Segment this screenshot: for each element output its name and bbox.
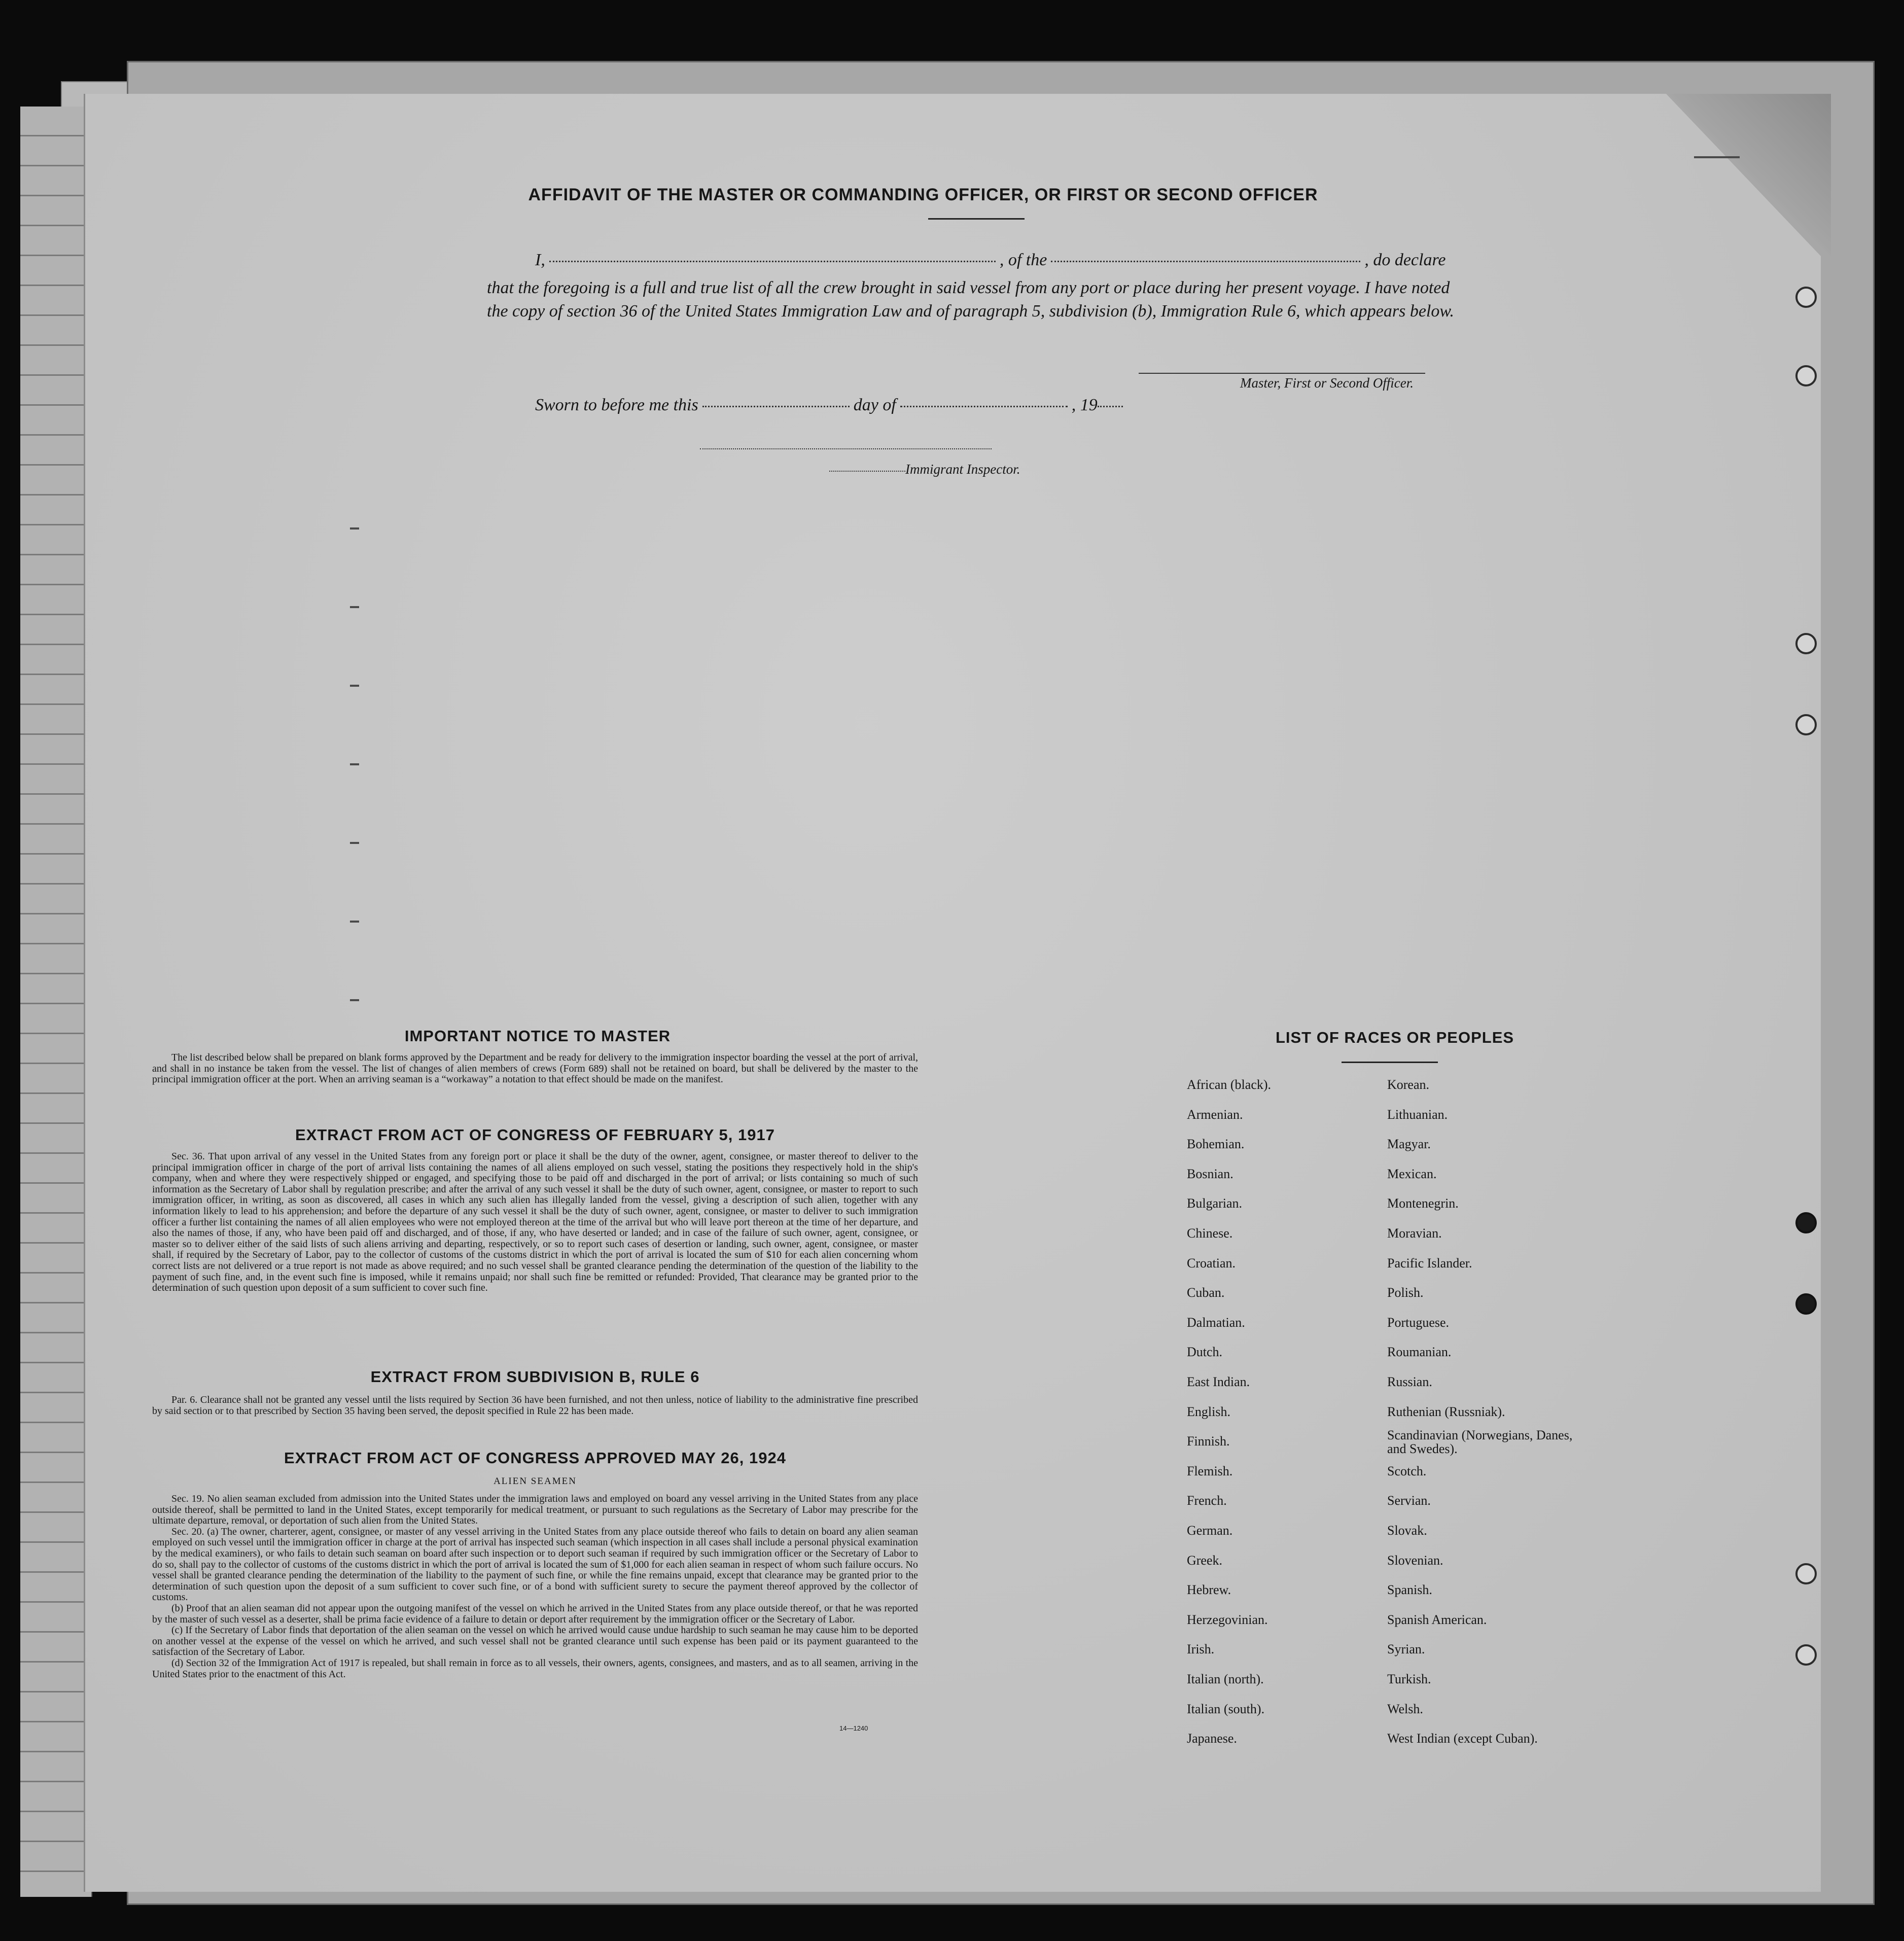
- race-item: Finnish.: [1187, 1434, 1230, 1449]
- bleed-mark: [350, 842, 359, 844]
- binder-hole-icon: [1795, 1644, 1817, 1666]
- race-item: Portuguese.: [1387, 1315, 1450, 1330]
- race-item: Cuban.: [1187, 1285, 1225, 1300]
- sworn-year-field[interactable]: [1098, 406, 1123, 407]
- race-item: Bohemian.: [1187, 1137, 1245, 1152]
- race-item: Slovenian.: [1387, 1552, 1443, 1568]
- race-item: French.: [1187, 1493, 1227, 1508]
- race-item: Bulgarian.: [1187, 1196, 1243, 1211]
- extract-1924-paragraph: (c) If the Secretary of Labor finds that deportation of the alien seaman on the vessel on which he arrived would cause undue hardship to such seaman he may cause him to be deported on another vessel at the expense of the vessel on which he arrived, and such vessel shall not be granted clearance until such expense has been paid or its payment guaranteed to the satisfaction of the Secretary of Labor.: [152, 1625, 918, 1658]
- extract-1924-paragraph: (b) Proof that an alien seaman did not appear upon the outgoing manifest of the vessel on which he arrived in the United States from any place outside thereof, or that he was reported by the master of such vessel as a deserter, shall be prima facie evidence of a failure to detain or deport after requirement by the immigration officer or the Secretary of Labor.: [152, 1602, 918, 1625]
- race-item: Bosnian.: [1187, 1166, 1233, 1181]
- race-item: Dutch.: [1187, 1345, 1223, 1360]
- notice-title: IMPORTANT NOTICE TO MASTER: [404, 1027, 671, 1045]
- extract-rule6-paragraph: Par. 6. Clearance shall not be granted any vessel until the lists required by Section 36 have been furnished, and not then unless, notice of liability to the administrative fine prescribed by said section or to that prescribed by Section 35 having been served, the deposit specified in Rule 22 has been made.: [152, 1395, 918, 1417]
- affidavit-do-declare: , do declare: [1364, 251, 1446, 269]
- race-item: Spanish.: [1387, 1582, 1432, 1598]
- race-item: Montenegrin.: [1387, 1196, 1459, 1211]
- sworn-text: Sworn to before me this: [535, 396, 698, 414]
- extract-1924-text: [152, 1494, 918, 1724]
- binder-hole-icon: [1795, 365, 1817, 386]
- bleed-mark: [350, 763, 359, 765]
- race-item: Moravian.: [1387, 1226, 1442, 1241]
- race-item: Russian.: [1387, 1374, 1432, 1389]
- race-item: Irish.: [1187, 1642, 1215, 1657]
- extract-1917-paragraph: Sec. 36. That upon arrival of any vessel in the United States from any foreign port or place it shall be the duty of the owner, agent, consignee, or master thereof to deliver to the principal immigration officer in charge of the port of arrival lists containing the names of all aliens employed on such vessel, stating the positions they respectively hold in the ship's company, when and where they were respectively shipped or engaged, and specifying those to be paid off and discharged in the port of arrival; or lists containing so much of such information as the Secretary of Labor shall by regulation prescribe; and after the arrival of any such vessel it shall be the duty of such owner, agent, consignee, or master to report to such immigration officer, in writing, as soon as discovered, all cases in which any such alien has illegally landed from the vessel, giving a description of such alien, together with any information likely to lead to his apprehension; and before the departure of any such vessel it shall be the duty of such owner, agent, consignee, or master to deliver to such immigration officer a further list containing the names of all alien employees who were not employed thereon at the time of the arrival but who will leave port thereon at the time of her departure, and also the names of those, if any, who have been paid off and discharged, and of those, if any, who have deserted or landed; and in case of the failure of such owner, agent, consignee, or master so to deliver either of the said lists of such aliens arriving and departing, respectively, or so to report such cases of desertion or landing, such owner, agent, consignee, or master shall, if required by the Secretary of Labor, pay to the collector of customs of the customs district in which the port of arrival is located the sum of $10 for each alien concerning whom correct lists are not delivered or a true report is not made as above required; and no such vessel shall be granted clearance pending the determination of the question of the liability to the payment of such fine, and, in the event such fine is imposed, while it remains unpaid; nor shall such fine be remitted or refunded: Provided, That clearance may be granted prior to the determination of such question upon deposit of a sum sufficient to cover such fine.: [152, 1151, 918, 1294]
- race-item: Welsh.: [1387, 1701, 1423, 1716]
- race-item: Armenian.: [1187, 1107, 1243, 1122]
- inspector-caption-leader: [829, 471, 905, 472]
- race-item: Spanish American.: [1387, 1612, 1487, 1627]
- bleed-mark: [350, 685, 359, 687]
- races-title: LIST OF RACES OR PEOPLES: [1275, 1029, 1514, 1046]
- binder-hole-icon: [1795, 1212, 1817, 1233]
- race-item: Flemish.: [1187, 1463, 1233, 1478]
- race-item: Mexican.: [1387, 1166, 1437, 1181]
- affidavit-title-rule: [928, 218, 1025, 220]
- inspector-caption: Immigrant Inspector.: [905, 462, 1020, 477]
- race-item: Syrian.: [1387, 1642, 1425, 1657]
- ledger-edge-strip: [20, 107, 92, 1897]
- extract-rule6-title: EXTRACT FROM SUBDIVISION B, RULE 6: [370, 1368, 700, 1386]
- race-item: Servian.: [1387, 1493, 1431, 1508]
- extract-rule6-text: [152, 1395, 918, 1430]
- affidavit-line-1: [535, 251, 1446, 270]
- affidavit-title: AFFIDAVIT OF THE MASTER OR COMMANDING OFFICER, OR FIRST OR SECOND OFFICER: [528, 185, 1318, 204]
- affidavit-i: I,: [535, 251, 545, 269]
- race-item: Roumanian.: [1387, 1345, 1452, 1360]
- race-item: African (black).: [1187, 1077, 1272, 1092]
- master-signature-line[interactable]: [1139, 373, 1425, 374]
- binder-hole-icon: [1795, 1293, 1817, 1315]
- race-item: Croatian.: [1187, 1255, 1236, 1271]
- master-caption: Master, First or Second Officer.: [1240, 375, 1414, 391]
- sworn-month-field[interactable]: [900, 406, 1068, 407]
- extract-1924-paragraph: Sec. 19. No alien seaman excluded from admission into the United States under the immigration laws and employed on board any vessel arriving in the United States from any place outside thereof, shall be permitted to land in the United States, except temporarily for medical treatment, or pursuant to such regulations as the Secretary of Labor may prescribe for the ultimate departure, removal, or deportation of such alien from the United States.: [152, 1494, 918, 1527]
- race-item: Turkish.: [1387, 1672, 1431, 1686]
- race-item: Greek.: [1187, 1552, 1223, 1568]
- bleed-mark: [350, 921, 359, 923]
- binder-hole-icon: [1795, 1563, 1817, 1584]
- race-item: German.: [1187, 1523, 1233, 1538]
- race-item: Polish.: [1387, 1285, 1424, 1300]
- race-item: Japanese.: [1187, 1731, 1237, 1746]
- races-title-rule: [1342, 1062, 1438, 1063]
- race-item: Lithuanian.: [1387, 1107, 1448, 1122]
- race-item: Herzegovinian.: [1187, 1612, 1268, 1627]
- affidavit-of-the: , of the: [999, 251, 1047, 269]
- sworn-line: [535, 396, 1127, 415]
- race-item: West Indian (except Cuban).: [1387, 1731, 1538, 1746]
- sworn-day-field[interactable]: [702, 406, 850, 407]
- extract-1924-paragraph: (d) Section 32 of the Immigration Act of 1917 is repealed, but shall remain in force as to all vessels, their owners, agents, consignees, and masters, and as to all seamen, arriving in the United States prior to the enactment of this Act.: [152, 1657, 918, 1680]
- name-field[interactable]: [549, 261, 996, 262]
- race-item: Dalmatian.: [1187, 1315, 1245, 1330]
- form-number: 14—1240: [839, 1724, 868, 1732]
- race-item: Scotch.: [1387, 1463, 1427, 1478]
- race-item: Pacific Islander.: [1387, 1255, 1472, 1271]
- notice-text: [152, 1052, 918, 1101]
- race-item: Ruthenian (Russniak).: [1387, 1404, 1505, 1419]
- bleed-mark: [350, 606, 359, 608]
- binder-hole-icon: [1795, 287, 1817, 308]
- year-prefix: , 19: [1071, 396, 1098, 414]
- bleed-mark: [1694, 156, 1740, 158]
- race-item: Korean.: [1387, 1077, 1430, 1092]
- race-item: Hebrew.: [1187, 1582, 1231, 1598]
- day-of-text: day of: [853, 396, 896, 414]
- alien-seamen-subtitle: ALIEN SEAMEN: [493, 1476, 577, 1487]
- affidavit-declaration: that the foregoing is a full and true list of all the crew brought in said vessel from any port or place during her present voyage. I have noted the copy of section 36 of the United States Immigration Law and of paragraph 5, subdivision (b), Immigration Rule 6, which appears below.: [487, 278, 1455, 321]
- extract-1924-title: EXTRACT FROM ACT OF CONGRESS APPROVED MAY 26, 1924: [284, 1449, 786, 1467]
- extract-1917-title: EXTRACT FROM ACT OF CONGRESS OF FEBRUARY 5, 1917: [295, 1126, 775, 1144]
- race-item: English.: [1187, 1404, 1230, 1419]
- race-item: Scandinavian (Norwegians, Danes, and Swedes).: [1387, 1428, 1573, 1457]
- race-item: Magyar.: [1387, 1137, 1431, 1152]
- binder-hole-icon: [1795, 633, 1817, 654]
- vessel-field[interactable]: [1051, 261, 1360, 262]
- notice-paragraph: The list described below shall be prepared on blank forms approved by the Department and be ready for delivery to the immigration inspector boarding the vessel at the port of arrival, and shall in no instance be taken from the vessel. The list of changes of alien members of crews (Form 689) shall not be retained on board, but shall be delivered by the master to the principal immigration officer at the port. When an arriving seaman is a “workaway” a notation to that effect should be made on the manifest.: [152, 1052, 918, 1085]
- bleed-mark: [350, 527, 359, 530]
- race-item: East Indian.: [1187, 1374, 1250, 1389]
- race-item: Italian (north).: [1187, 1672, 1264, 1686]
- bleed-mark: [350, 999, 359, 1001]
- extract-1917-text: [152, 1151, 918, 1335]
- race-item: Italian (south).: [1187, 1701, 1265, 1716]
- binder-hole-icon: [1795, 714, 1817, 735]
- extract-1924-paragraph: Sec. 20. (a) The owner, charterer, agent, consignee, or master of any vessel arriving in the United States from any place outside thereof who fails to detain on board any alien seaman employed on such vessel until the immigration officer in charge at the port of arrival has inspected such seaman (which inspection in all cases shall include a personal physical examination by the medical examiners), or who fails to detain such seaman on board after such inspection or to deport such seaman if required by such immigration officer or the Secretary of Labor to do so, shall pay to the collector of customs of the customs district in which the port of arrival is located the sum of $1,000 for each alien seaman in respect of whom such failure occurs. No vessel shall be granted clearance pending the determination of the liability to the payment of such fine, or while the fine remains unpaid, except that clearance may be granted prior to the determination of such question upon the deposit of a sum sufficient to cover such fine, or of a bond with sufficient surety to secure the payment thereof approved by the collector of customs.: [152, 1526, 918, 1603]
- race-item: Slovak.: [1387, 1523, 1427, 1538]
- race-item: Chinese.: [1187, 1226, 1233, 1241]
- inspector-signature-line[interactable]: [700, 448, 992, 449]
